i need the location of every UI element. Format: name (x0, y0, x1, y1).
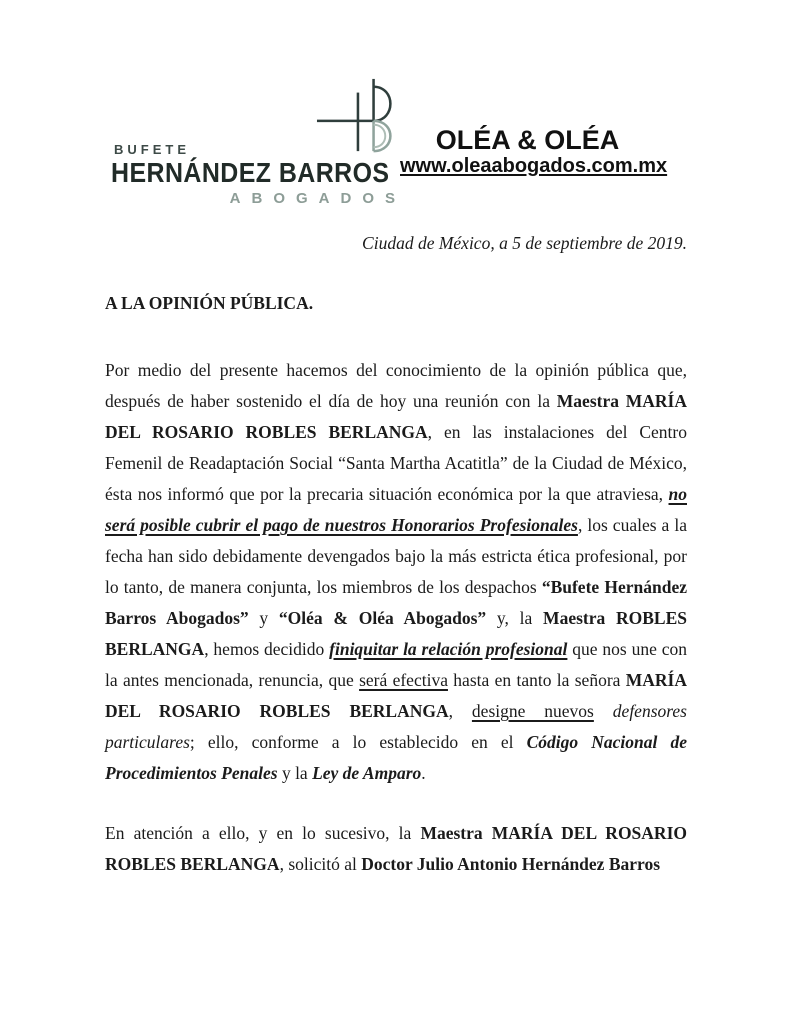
dateline: Ciudad de México, a 5 de septiembre de 2019. (362, 233, 687, 253)
hb-monogram-icon (312, 76, 400, 156)
text-segment: En atención a ello, y en lo sucesivo, la (105, 823, 421, 843)
text-segment: , los cuales a la fecha han sido debidamente devengados bajo la más estricta ética profesional, por lo tanto, de manera conjunta, los miembros de los despachos (105, 515, 687, 597)
paragraph-2 (105, 818, 687, 880)
text-segment: “Bufete Hernández Barros Abogados” (105, 577, 687, 628)
hernandez-barros-logo (110, 76, 406, 208)
text-segment: MARÍA DEL ROSARIO ROBLES BERLANGA (105, 670, 688, 721)
text-segment: . (421, 763, 426, 783)
text-segment: que nos une con la antes mencionada, renuncia, que (105, 639, 688, 690)
salutation: A LA OPINIÓN PÚBLICA. (105, 293, 314, 313)
text-segment: Maestra MARÍA DEL ROSARIO ROBLES BERLANGA (105, 823, 687, 874)
text-segment: y la (277, 763, 313, 783)
logo-firm-name: HERNÁNDEZ BARROS (111, 157, 390, 188)
text-segment: Por medio del presente hacemos del conocimiento de la opinión pública que, después de haber sostenido el día de hoy una reunión con la (105, 360, 687, 411)
text-segment: , en las instalaciones del Centro Femenil de Readaptación Social “Santa Martha Acatitla” de la Ciudad de México, ésta nos informó que por la precaria situación económica por la que atraviesa, (105, 422, 687, 504)
text-segment: , hemos decidido (204, 639, 330, 659)
logo-abogados-label: ABOGADOS (229, 190, 406, 207)
text-segment: Ley de Amparo (312, 763, 422, 783)
text-segment: “Oléa & Oléa Abogados” (278, 608, 487, 628)
logo-bufete-label: BUFETE (114, 142, 190, 157)
text-segment: designe nuevos (471, 701, 594, 721)
text-segment: Código Nacional de Procedimientos Penales (105, 732, 687, 783)
olea-firm-name: OLÉA & OLÉA (435, 125, 620, 155)
text-segment: defensores particulares (105, 701, 687, 752)
text-segment: Maestra MARÍA DEL ROSARIO ROBLES BERLANGA (105, 391, 688, 442)
text-segment: será efectiva (359, 670, 448, 690)
text-segment: Doctor Julio Antonio Hernández Barros (361, 854, 661, 874)
olea-website-link[interactable]: www.oleaabogados.com.mx (400, 155, 668, 177)
text-segment: , solicitó al (279, 854, 362, 874)
letter-body (105, 228, 687, 880)
text-segment: Maestra ROBLES BERLANGA (105, 608, 687, 659)
text-segment: y, la (486, 608, 544, 628)
paragraph-1 (105, 355, 687, 789)
text-segment: ; ello, conforme a lo establecido en el (189, 732, 527, 752)
text-segment (594, 701, 613, 721)
text-segment: , (448, 701, 472, 721)
text-segment: y (248, 608, 279, 628)
olea-firm-block (400, 125, 668, 178)
text-segment: hasta en tanto la señora (447, 670, 626, 690)
text-segment: finiquitar la relación profesional (329, 639, 568, 659)
text-segment: no será posible cubrir el pago de nuestros Honorarios Profesionales (105, 484, 687, 535)
